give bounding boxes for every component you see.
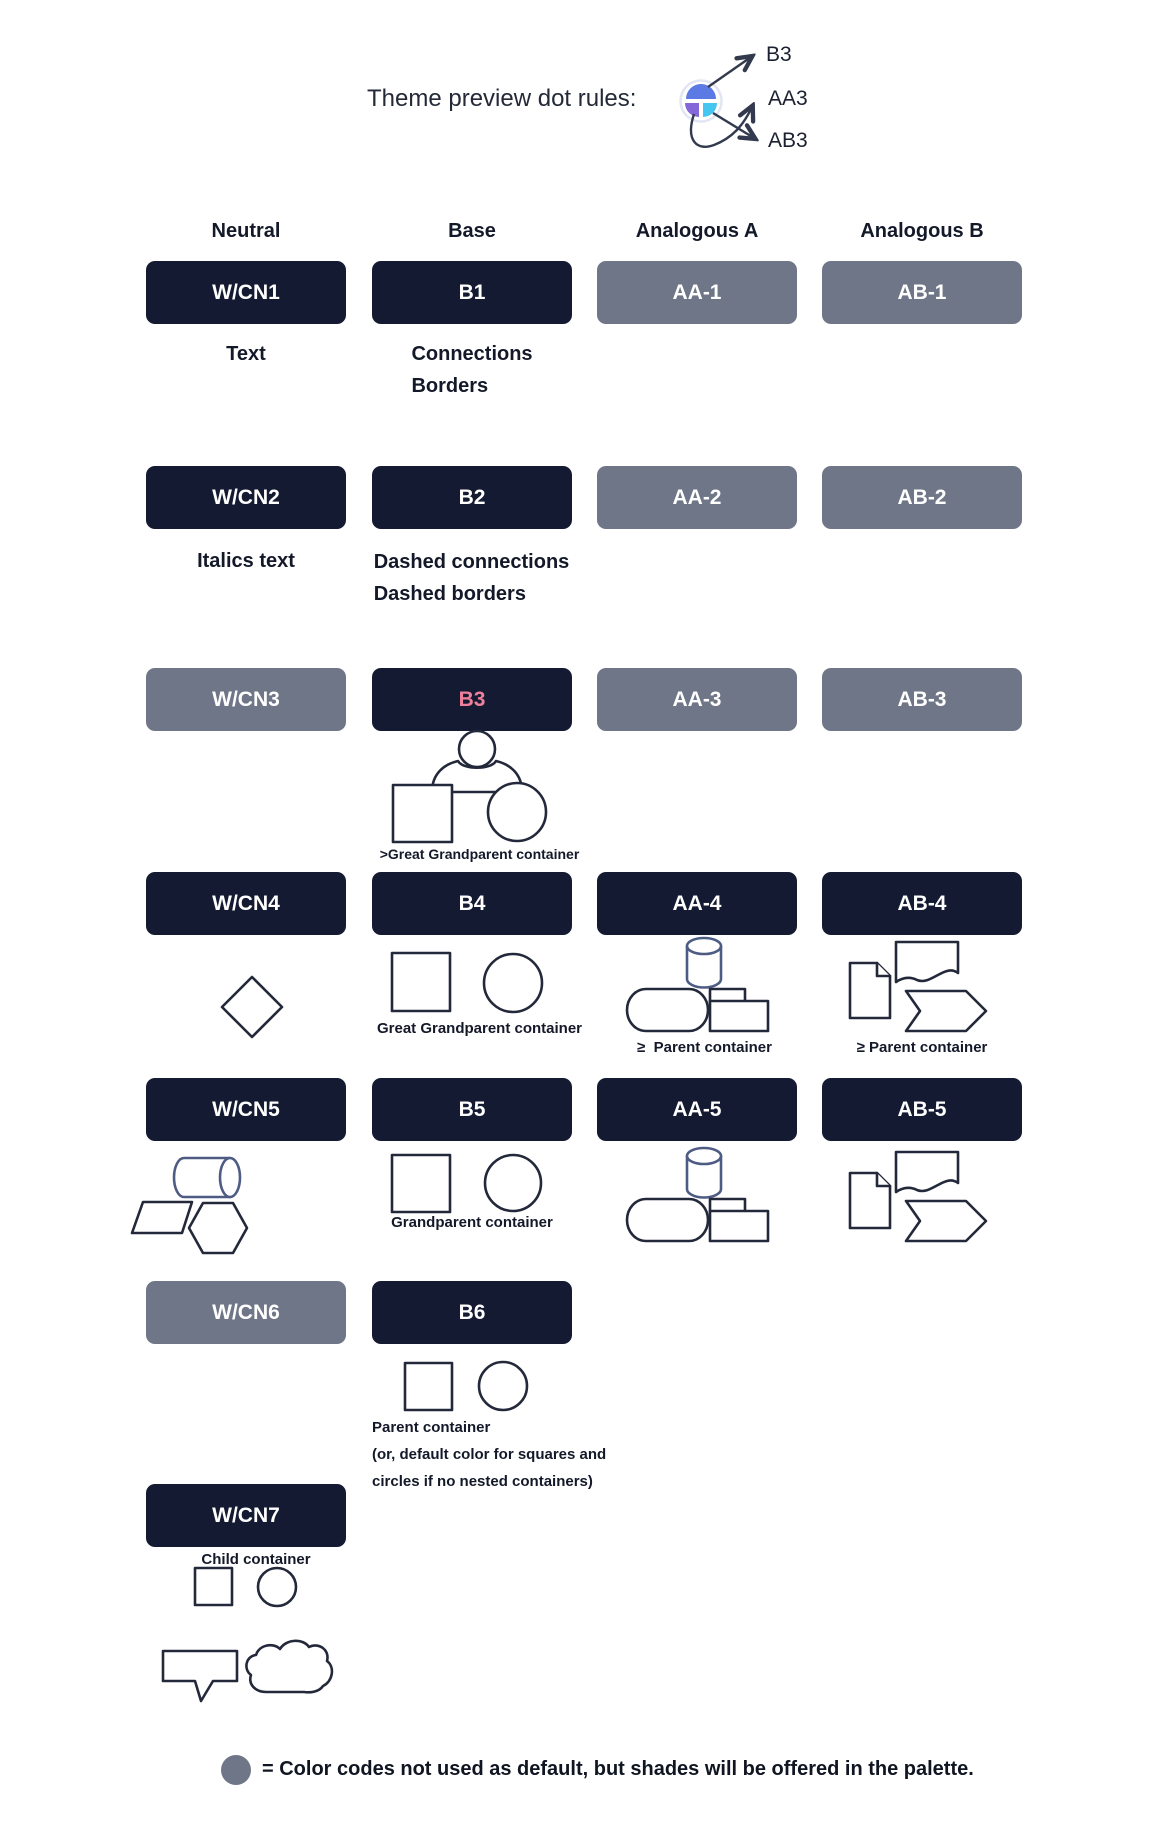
legend-label-aa3: AA3 <box>768 87 808 110</box>
ab4-shapes <box>822 936 1022 1036</box>
caption-line: (or, default color for squares and <box>372 1446 607 1463</box>
wavy-document-icon <box>896 1152 958 1192</box>
swatch-wcn1 <box>146 261 346 324</box>
swatch-label: W/CN4 <box>212 891 280 915</box>
swatch-label: B1 <box>458 280 486 304</box>
circle-icon <box>258 1568 296 1606</box>
cylinder-top-icon <box>687 1148 721 1164</box>
chevron-icon <box>906 1201 986 1241</box>
swatch-label: AB-1 <box>897 280 947 304</box>
swatch-wcn7 <box>146 1484 346 1547</box>
swatch-label: AA-2 <box>672 485 722 509</box>
swatch-label: B6 <box>458 1300 486 1324</box>
swatch-label: AB-4 <box>897 891 947 915</box>
frame-icon <box>710 1001 768 1031</box>
swatch-ab3 <box>822 668 1022 731</box>
square-icon <box>392 953 450 1011</box>
footer-note: = Color codes not used as default, but shades will be offered in the palette. <box>262 1758 974 1780</box>
caption-connections-borders <box>372 338 572 402</box>
column-header-neutral: Neutral <box>211 220 281 242</box>
caption-great-grandparent: Great Grandparent container <box>376 1020 583 1037</box>
ab5-shapes <box>822 1146 1022 1246</box>
circle-icon <box>485 1155 541 1211</box>
swatch-ab2 <box>822 466 1022 529</box>
caption-lines <box>411 338 532 402</box>
page-title: Theme preview dot rules: <box>367 85 637 112</box>
caption-line: Parent container <box>372 1419 491 1436</box>
wcn4-shapes <box>146 945 346 1070</box>
swatch-ab5 <box>822 1078 1022 1141</box>
swatch-ab4 <box>822 872 1022 935</box>
cylinder-end-icon <box>220 1158 240 1197</box>
wavy-document-icon <box>896 942 958 982</box>
caption-lines <box>374 546 570 610</box>
swatch-label: W/CN2 <box>212 485 280 509</box>
cloud-icon <box>246 1641 332 1693</box>
square-icon <box>405 1363 452 1410</box>
b3-shapes <box>372 726 587 851</box>
swatch-label: AA-3 <box>672 687 722 711</box>
circle-icon <box>479 1362 527 1410</box>
wcn7-shapes <box>146 1560 366 1710</box>
swatch-ab1 <box>822 261 1022 324</box>
swatch-label: AB-5 <box>897 1097 947 1121</box>
swatch-aa1 <box>597 261 797 324</box>
caption-line: Connections <box>411 343 533 365</box>
swatch-label: B5 <box>458 1097 486 1121</box>
stored-data-icon <box>627 1199 708 1241</box>
circle-icon <box>488 783 546 841</box>
circle-icon <box>484 954 542 1012</box>
caption-line: Borders <box>411 375 489 397</box>
person-icon <box>459 731 495 767</box>
speech-bubble-icon <box>163 1651 237 1701</box>
swatch-label: W/CN3 <box>212 687 280 711</box>
swatch-wcn5 <box>146 1078 346 1141</box>
swatch-label: W/CN6 <box>212 1300 280 1324</box>
b6-shapes <box>372 1358 572 1418</box>
column-header-analogous-b: Analogous B <box>860 220 984 242</box>
square-icon <box>393 785 452 842</box>
caption-line: circles if no nested containers) <box>372 1473 593 1490</box>
diamond-icon <box>222 977 282 1037</box>
b5-shapes <box>372 1150 572 1220</box>
swatch-wcn6 <box>146 1281 346 1344</box>
gray-dot <box>221 1755 251 1785</box>
legend-label-b3: B3 <box>766 43 792 66</box>
caption-grandparent: Grandparent container <box>391 1214 553 1231</box>
swatch-label: AA-5 <box>672 1097 722 1121</box>
swatch-aa3 <box>597 668 797 731</box>
stored-data-icon <box>627 989 708 1031</box>
cylinder-top-icon <box>687 938 721 954</box>
folded-corner-icon <box>877 963 890 976</box>
caption-text: Text <box>226 343 266 365</box>
b4-shapes <box>372 945 572 1020</box>
swatch-wcn3 <box>146 668 346 731</box>
column-header-analogous-a: Analogous A <box>635 220 759 242</box>
chevron-icon <box>906 991 986 1031</box>
swatch-b2 <box>372 466 572 529</box>
aa5-shapes <box>597 1146 807 1246</box>
legend-label-ab3: AB3 <box>768 129 808 152</box>
caption-ge-parent-ab: ≥ Parent container <box>856 1039 988 1056</box>
caption-dashed <box>364 546 579 610</box>
swatch-b5 <box>372 1078 572 1141</box>
swatch-b4 <box>372 872 572 935</box>
swatch-aa2 <box>597 466 797 529</box>
gray-dot-icon <box>220 1754 252 1786</box>
square-icon <box>195 1568 232 1605</box>
swatch-wcn2 <box>146 466 346 529</box>
frame-icon <box>710 1211 768 1241</box>
swatch-label: AA-4 <box>672 891 722 915</box>
arrow-to-aa3 <box>691 107 752 147</box>
swatch-aa5 <box>597 1078 797 1141</box>
swatch-b3 <box>372 668 572 731</box>
swatch-label: AA-1 <box>672 280 722 304</box>
caption-parent-block <box>372 1414 606 1495</box>
parallelogram-icon <box>132 1202 192 1233</box>
swatch-label: AB-3 <box>897 687 947 711</box>
swatch-label: B4 <box>458 891 486 915</box>
hexagon-icon <box>189 1203 247 1253</box>
aa4-shapes <box>597 936 807 1036</box>
caption-line: Dashed borders <box>373 583 526 605</box>
caption-italics-text: Italics text <box>197 550 295 572</box>
arrow-to-b3 <box>708 57 751 87</box>
swatch-label: W/CN5 <box>212 1097 280 1121</box>
swatch-label: W/CN7 <box>212 1503 280 1527</box>
swatch-aa4 <box>597 872 797 935</box>
caption-child: Child container <box>201 1551 311 1568</box>
caption-great-grandparent-gt: >Great Grandparent container <box>379 846 580 862</box>
swatch-b1 <box>372 261 572 324</box>
column-header-base: Base <box>448 220 496 242</box>
swatch-b6 <box>372 1281 572 1344</box>
swatch-label: B2 <box>458 485 486 509</box>
wcn5-shapes <box>130 1148 360 1263</box>
swatch-label: W/CN1 <box>212 280 280 304</box>
caption-line: Dashed connections <box>373 551 570 573</box>
caption-ge-parent-aa: ≥ Parent container <box>637 1039 772 1056</box>
swatch-wcn4 <box>146 872 346 935</box>
swatch-label: B3 <box>458 687 486 711</box>
dot-rule-arrows <box>590 30 790 165</box>
square-icon <box>392 1155 450 1212</box>
swatch-label: AB-2 <box>897 485 947 509</box>
